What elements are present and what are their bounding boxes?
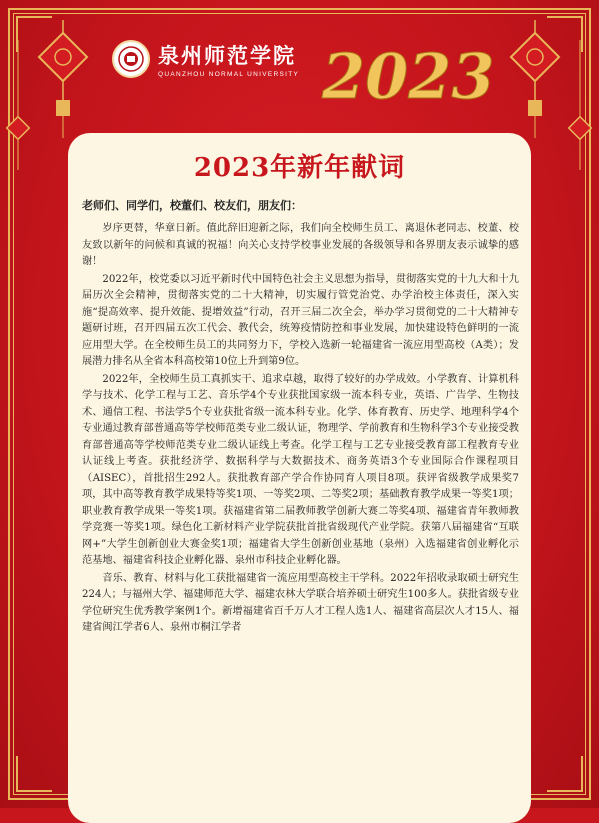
- university-logo: [112, 40, 299, 78]
- lantern-ornament-right: [500, 20, 570, 140]
- corner-ornament: [547, 756, 583, 792]
- paragraph: 音乐、教育、材料与化工获批福建省一流应用型高校主干学科。2022年招收录取硕士研究生224人；与福州大学、福建师范大学、福建农林大学联合培养硕士研究生100多人。获批省级专业学位研究生优秀教学案例1个。新增福建省百千万人才工程人选1人、福建省高层次人才15人、福建省闽江学者6人、泉州市桐江学者: [82, 572, 519, 633]
- year-calligraphy-art: [318, 30, 495, 113]
- paragraph: 2022年，校党委以习近平新时代中国特色社会主义思想为指导，贯彻落实党的十九大和十九届历次全会精神，贯彻落实党的二十大精神，切实履行管党治党、办学治校主体责任，深入实施“提高效率、提升效能、提增效益”行动，召开三届二次全会，举办学习贯彻党的二十大精神专题研讨班，召开四届五次工代会、教代会，统筹疫情防控和事业发展，加快建设特色鲜明的一流应用型大学。在全校师生员工的共同努力下，学校入选新一轮福建省一流应用型高校（A类）；发展潜力排名从全省本科高校第10位上升到第9位。: [82, 273, 519, 367]
- greeting-line: 老师们、同学们，校董们、校友们，朋友们：: [82, 199, 302, 212]
- paragraph: 岁序更替，华章日新。值此辞旧迎新之际，我们向全校师生员工、离退休老同志、校董、校友致以新年的问候和真诚的祝福！向关心支持学校事业发展的各级领导和各界朋友表示诚挚的感谢！: [82, 223, 519, 267]
- lantern-ornament-right-small: [566, 40, 596, 180]
- message-body: [82, 221, 519, 638]
- content-card: [68, 133, 531, 823]
- university-name-cn: 泉州师范学院: [158, 43, 296, 68]
- lantern-ornament-left-small: [0, 40, 30, 180]
- paragraph: 2022年，全校师生员工真抓实干、追求卓越，取得了较好的办学成效。小学教育、计算机科学与技术、化学工程与工艺、音乐学4个专业获批国家级一流本科专业，英语、广告学、生物技术、通信工程、书法学5个专业获批省级一流本科专业。化学、体育教育、历史学、地理科学4个专业通过教育部普通高等学校师范类专业二级认证，物理学、学前教育和生物科学3个专业接受教育部普通高等学校师范类专业二级认证线上考查。化学工程与工艺专业接受教育部工程教育专业认证线上考查。获批经济学、数据科学与大数据技术、商务英语3个专业国际合作课程项目（AISEC），首批招生292人。获批教育部产学合作协同育人项目8项。获评省级教学成果奖7项，其中高等教育教学成果特等奖1项、一等奖2项、二等奖2项；基础教育教学成果一等奖1项；职业教育教学成果一等奖1项。获福建省第二届教师教学创新大赛二等奖4项、福建省青年教师教学竞赛一等奖1项。绿色化工新材料产业学院获批首批省级现代产业学院。获第八届福建省“互联网+”大学生创新创业大赛金奖1项；福建省大学生创新创业基地（泉州）入选福建省创业孵化示范基地、福建省科技企业孵化器、泉州市科技企业孵化器。: [82, 373, 519, 566]
- lantern-ornament-left: [28, 20, 98, 140]
- university-seal-icon: [112, 40, 150, 78]
- year-art-text: 2023: [322, 40, 495, 113]
- university-name-en: QUANZHOU NORMAL UNIVERSITY: [158, 71, 300, 78]
- page-title: 2023年新年献词: [193, 153, 406, 183]
- corner-ornament: [16, 756, 52, 792]
